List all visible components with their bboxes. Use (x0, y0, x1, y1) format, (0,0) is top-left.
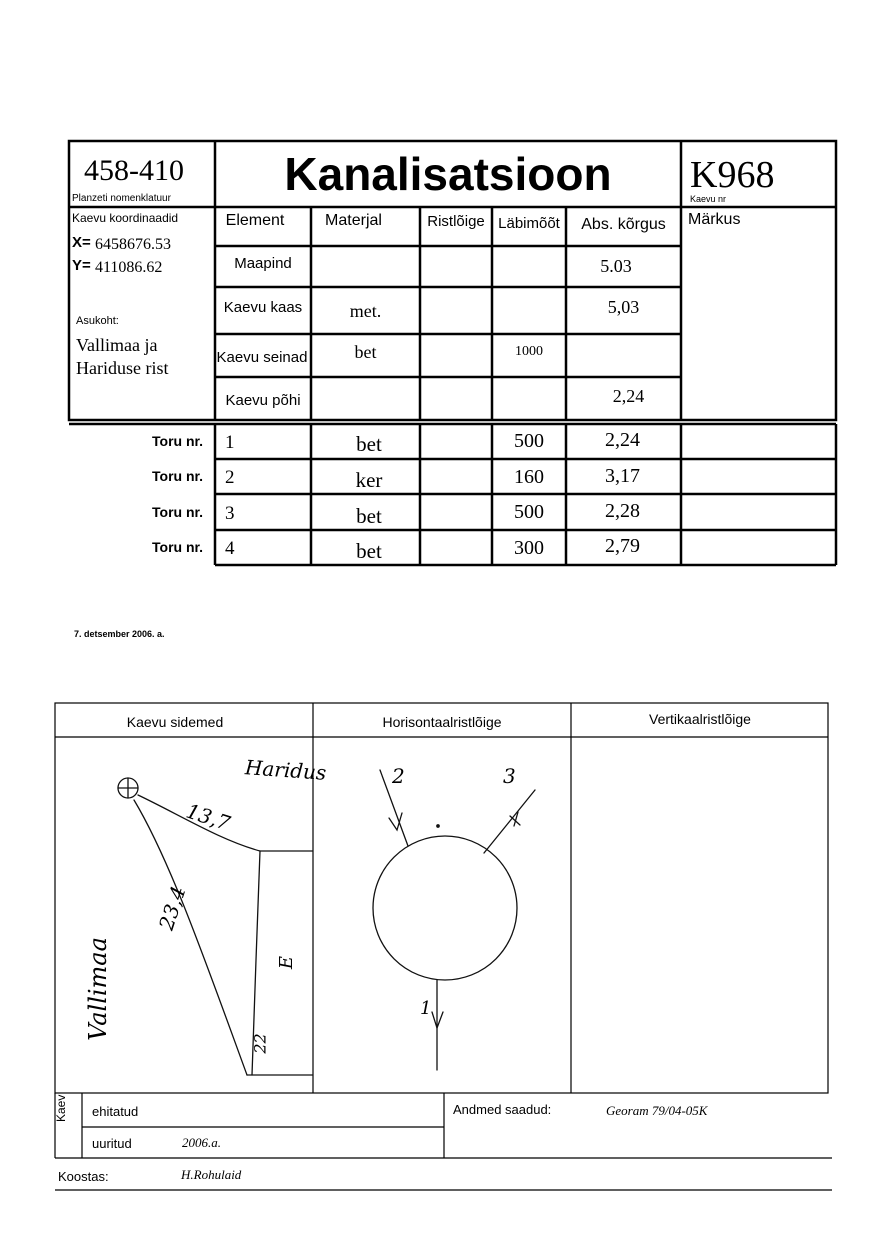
location-line2: Hariduse rist (76, 358, 169, 378)
col-header-element: Element (225, 212, 285, 229)
nomenclature-label: Planzeti nomenklatuur (72, 193, 171, 204)
row-element: Kaevu seinad (216, 348, 308, 366)
pipe-diameter: 500 (514, 429, 544, 452)
col-header-diameter: Läbimõõt (498, 214, 560, 232)
y-label: Y= (72, 257, 91, 274)
pipe-diameter: 300 (514, 536, 544, 559)
x-label: X= (72, 234, 91, 251)
col-heading-horizontal: Horisontaalristlõige (382, 714, 502, 730)
pipe-number: 1 (225, 432, 235, 453)
col-header-section: Ristlõige (427, 212, 485, 230)
surveyed-label: uuritud (92, 1136, 132, 1151)
author-value: H.Rohulaid (181, 1167, 242, 1182)
coords-label: Kaevu koordinaadid (72, 211, 179, 225)
document-date: 7. detsember 2006. a. (74, 629, 165, 639)
col-header-note: Märkus (688, 211, 741, 228)
pipe-height: 2,28 (605, 500, 640, 522)
row-material: bet (354, 341, 377, 362)
location-line1: Vallimaa ja (76, 335, 158, 355)
street-label-top: Haridus (244, 755, 328, 785)
row-height: 5.03 (600, 255, 632, 276)
pipe-number: 4 (225, 538, 235, 559)
row-height: 5,03 (607, 296, 640, 317)
row-height: 2,24 (612, 385, 645, 406)
nomenclature-value: 458-410 (84, 154, 184, 187)
pipe-label: Toru nr. (152, 468, 204, 484)
author-label: Koostas: (58, 1169, 109, 1184)
col-heading-connections: Kaevu sidemed (126, 714, 224, 730)
row-diameter: 1000 (515, 344, 543, 359)
pipe-material: bet (356, 431, 382, 456)
row-material: met. (349, 300, 382, 321)
pipe-label: Toru nr. (152, 433, 204, 449)
distance-label: 13,7 (183, 798, 234, 836)
page-title: Kanalisatsioon (284, 148, 612, 200)
pipe-marker: 1 (420, 998, 432, 1019)
x-value: 6458676.53 (95, 236, 171, 253)
pipe-diameter: 160 (514, 465, 544, 488)
pipe-height: 3,17 (605, 465, 640, 487)
col-heading-vertical: Vertikaalristlõige (649, 711, 751, 727)
row-element: Maapind (234, 254, 292, 272)
pipe-height: 2,79 (605, 535, 640, 557)
mark-22: 22 (250, 1033, 270, 1054)
pipe-material: bet (356, 503, 382, 528)
mark-e: E (276, 955, 298, 970)
distance-label: 23,4 (153, 883, 191, 933)
pipe-label: Toru nr. (152, 539, 204, 555)
y-value: 411086.62 (95, 259, 163, 276)
pipe-label: Toru nr. (152, 504, 204, 520)
location-label: Asukoht: (76, 315, 119, 327)
pipe-height: 2,24 (605, 429, 640, 451)
surveyed-value: 2006.a. (182, 1135, 221, 1150)
built-label: ehitatud (92, 1104, 139, 1119)
pipe-material: bet (356, 538, 382, 563)
pipe-marker: 3 (503, 764, 516, 788)
row-element: Kaevu põhi (225, 391, 301, 409)
pipe-material: ker (355, 467, 383, 492)
col-header-material: Materjal (325, 212, 382, 229)
data-source-value: Georam 79/04-05K (606, 1103, 708, 1118)
pipe-number: 3 (225, 503, 235, 524)
well-number: K968 (690, 154, 775, 196)
data-source-label: Andmed saadud: (453, 1102, 552, 1117)
pipe-diameter: 500 (514, 500, 544, 523)
col-header-height: Abs. kõrgus (581, 216, 666, 233)
pipe-marker: 2 (392, 764, 405, 788)
pipe-number: 2 (225, 467, 235, 488)
well-number-label: Kaevu nr (690, 194, 727, 204)
row-element: Kaevu kaas (223, 298, 303, 316)
street-label-left: Vallimaa (83, 937, 112, 1041)
side-label: Kaev (54, 1094, 68, 1122)
